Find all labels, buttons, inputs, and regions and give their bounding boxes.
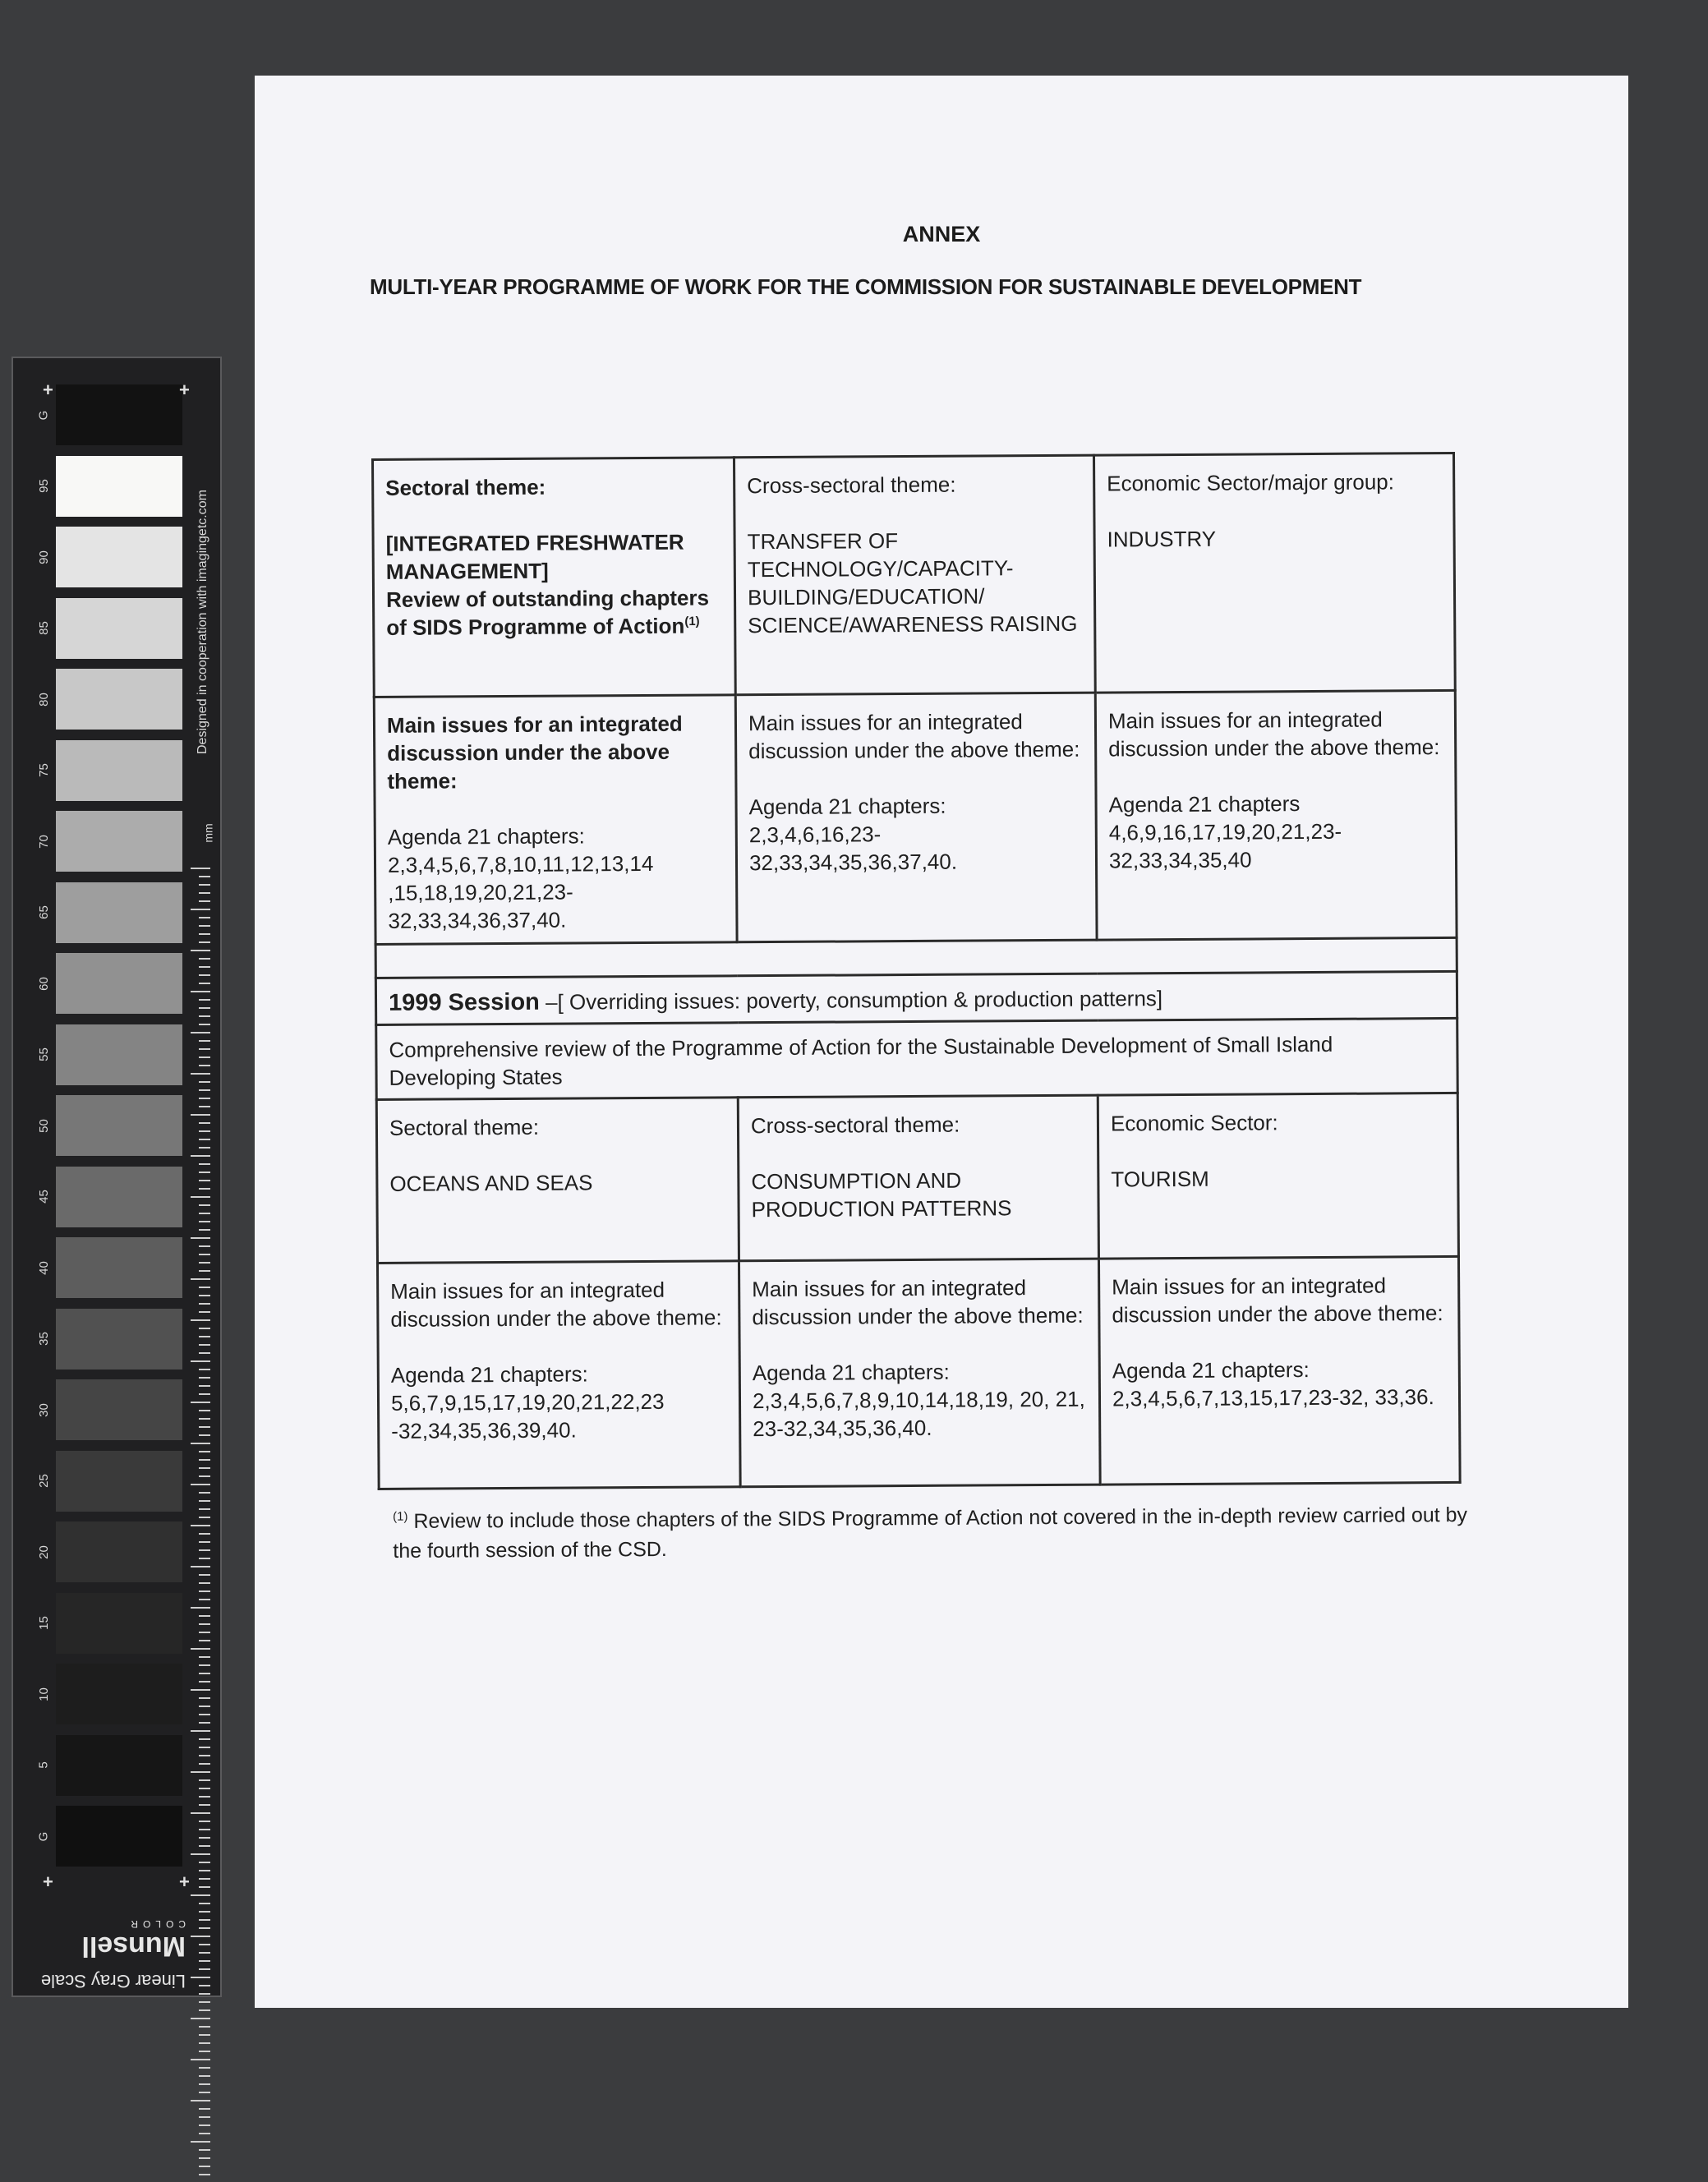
gray-patch [56, 669, 182, 730]
session-year: 1999 Session [388, 988, 540, 1016]
economic-theme: INDUSTRY [1107, 526, 1217, 552]
agenda-label: Agenda 21 chapters: [1112, 1357, 1310, 1383]
plus-mark: + [43, 380, 53, 400]
gray-patch [56, 598, 182, 659]
agenda-chapters: 2,3,4,5,6,7,8,10,11,12,13,14 ,15,18,19,20,21,23-32,33,34,36,37,40. [387, 850, 654, 933]
economic-sector-cell [1093, 453, 1455, 693]
gray-patch-label: 70 [36, 834, 51, 849]
mm-label: mm [201, 823, 215, 843]
gray-patch-label: 80 [36, 692, 51, 707]
issues-cell [1095, 690, 1457, 940]
gray-patch [56, 1806, 182, 1867]
cross-sectoral-theme-cell [738, 1095, 1098, 1261]
gray-patch-label: 95 [36, 479, 51, 493]
gray-patch-label: 90 [36, 550, 51, 564]
agenda-label: Agenda 21 chapters: [390, 1361, 588, 1388]
table-row [374, 690, 1457, 944]
economic-label: Economic Sector/major group: [1107, 469, 1395, 496]
sectoral-desc: Review of outstanding chapters of SIDS Programme of Action [385, 585, 710, 640]
gray-patch-label: 45 [36, 1190, 51, 1204]
gray-patch [56, 953, 182, 1014]
issues-label: Main issues for an integrated discussion under the above theme: [386, 711, 683, 794]
document-page [255, 76, 1628, 2008]
agenda-label: Agenda 21 chapters [1108, 791, 1301, 817]
issues-label: Main issues for an integrated discussion under the above theme: [1107, 707, 1440, 762]
gray-patch-label: 10 [36, 1687, 51, 1701]
session-overriding: –[ Overriding issues: poverty, consumption & production patterns] [545, 986, 1163, 1015]
gray-patch [56, 1521, 182, 1582]
gray-patch-label: 75 [36, 763, 51, 777]
agenda-chapters: 5,6,7,9,15,17,19,20,21,22,23 -32,34,35,36,39,40. [390, 1388, 665, 1443]
gray-patch-label: 35 [36, 1332, 51, 1346]
designed-caption: Designed in cooperation with imagingetc.com [196, 490, 209, 754]
session-row [375, 971, 1457, 1024]
gray-patch-label: 55 [36, 1047, 51, 1061]
issues-label: Main issues for an integrated discussion under the above theme: [752, 1275, 1084, 1330]
ruler-ticks [199, 868, 210, 2182]
programme-table [371, 452, 1462, 1490]
gray-patch-label: 85 [36, 621, 51, 635]
review-row [376, 1018, 1458, 1099]
cross-label: Cross-sectoral theme: [747, 472, 956, 499]
footnote-mark: (1) [393, 1509, 408, 1524]
gray-patch [56, 1237, 182, 1298]
agenda-chapters: 4,6,9,16,17,19,20,21,23-32,33,34,35,40 [1108, 818, 1342, 873]
gray-patch [56, 811, 182, 872]
gray-scale-strip [12, 357, 222, 1997]
plus-mark: + [43, 1871, 53, 1892]
gray-patch-label: 15 [36, 1616, 51, 1630]
gray-patch [56, 1309, 182, 1370]
issues-label: Main issues for an integrated discussion under the above theme: [1112, 1273, 1443, 1328]
gray-patch [56, 882, 182, 943]
agenda-label: Agenda 21 chapters: [387, 823, 585, 849]
agenda-chapters: 2,3,4,5,6,7,8,9,10,14,18,19, 20, 21, 23-32,34,35,36,40. [752, 1386, 1085, 1442]
scale-name: Linear Gray Scale [40, 1971, 186, 1991]
issues-cell [735, 693, 1097, 942]
table-row [375, 971, 1457, 1024]
gray-patch [56, 1735, 182, 1796]
gray-patch [56, 527, 182, 587]
gray-patch [56, 1095, 182, 1156]
sectoral-theme-cell [376, 1098, 739, 1264]
session-review: Comprehensive review of the Programme of Action for the Sustainable Development of Small Island Developing States [389, 1031, 1333, 1090]
sectoral-theme: [INTEGRATED FRESHWATER MANAGEMENT] [385, 529, 684, 584]
gray-patch-label: 40 [36, 1260, 51, 1275]
issues-cell [377, 1261, 740, 1489]
sectoral-label: Sectoral theme: [389, 1114, 540, 1140]
economic-theme: TOURISM [1111, 1166, 1209, 1192]
gray-patch-label: 5 [36, 1761, 51, 1769]
cross-theme: TRANSFER OF TECHNOLOGY/CAPACITY-BUILDING/EDUCATION/ SCIENCE/AWARENESS RAISING [747, 528, 1078, 638]
sectoral-label: Sectoral theme: [385, 474, 546, 500]
gray-patch-label: 25 [36, 1474, 51, 1488]
gray-patch-label: 60 [36, 976, 51, 991]
gray-patch [56, 1379, 182, 1440]
brand-name: Munsell [81, 1931, 186, 1962]
gray-patch-label: G [36, 1831, 51, 1841]
plus-mark: + [179, 1871, 190, 1892]
table-row [376, 1018, 1458, 1099]
munsell-brand [38, 1901, 186, 1991]
issues-label: Main issues for an integrated discussion under the above theme: [748, 709, 1080, 764]
plus-mark: + [179, 380, 190, 400]
gray-patch [56, 1167, 182, 1227]
gray-patch-label: 65 [36, 905, 51, 919]
issues-cell [739, 1259, 1100, 1487]
brand-sub: COLOR [126, 1918, 186, 1930]
gray-patch [56, 740, 182, 801]
table-row [373, 453, 1456, 697]
gray-patch-label: G [36, 410, 51, 420]
agenda-chapters: 2,3,4,5,6,7,13,15,17,23-32, 33,36. [1112, 1384, 1434, 1411]
issues-cell [1098, 1256, 1460, 1485]
footnote [393, 1500, 1477, 1566]
gray-patch-label: 50 [36, 1118, 51, 1133]
document-title: MULTI-YEAR PROGRAMME OF WORK FOR THE COMMISSION FOR SUSTAINABLE DEVELOPMENT [370, 274, 1362, 299]
cross-theme: CONSUMPTION AND PRODUCTION PATTERNS [751, 1167, 1012, 1222]
annex-heading: ANNEX [902, 222, 981, 246]
gray-patch-label: 20 [36, 1544, 51, 1559]
agenda-chapters: 2,3,4,6,16,23-32,33,34,35,36,37,40. [748, 822, 958, 876]
sectoral-theme: OCEANS AND SEAS [389, 1170, 593, 1196]
gray-patch [56, 1664, 182, 1724]
table-row [377, 1256, 1460, 1489]
sectoral-theme-cell [373, 458, 736, 697]
agenda-label: Agenda 21 chapters: [748, 793, 946, 820]
gray-patch [56, 1451, 182, 1512]
issues-cell [374, 695, 737, 945]
issues-label: Main issues for an integrated discussion under the above theme: [390, 1277, 722, 1332]
gray-patch [56, 456, 182, 517]
economic-label: Economic Sector: [1110, 1110, 1278, 1136]
gray-patch [56, 1024, 182, 1085]
agenda-label: Agenda 21 chapters: [752, 1359, 950, 1386]
cross-label: Cross-sectoral theme: [750, 1112, 960, 1139]
gray-patch [56, 384, 182, 445]
footnote-text: Review to include those chapters of the SIDS Programme of Action not covered in the in-depth review carried out by the fourth session of the CSD. [393, 1503, 1468, 1563]
economic-sector-cell [1098, 1093, 1458, 1259]
table-row [376, 1093, 1458, 1263]
gray-patch [56, 1593, 182, 1654]
cross-sectoral-theme-cell [734, 455, 1096, 695]
gray-patch-label: 30 [36, 1402, 51, 1417]
footnote-mark: (1) [684, 614, 700, 629]
